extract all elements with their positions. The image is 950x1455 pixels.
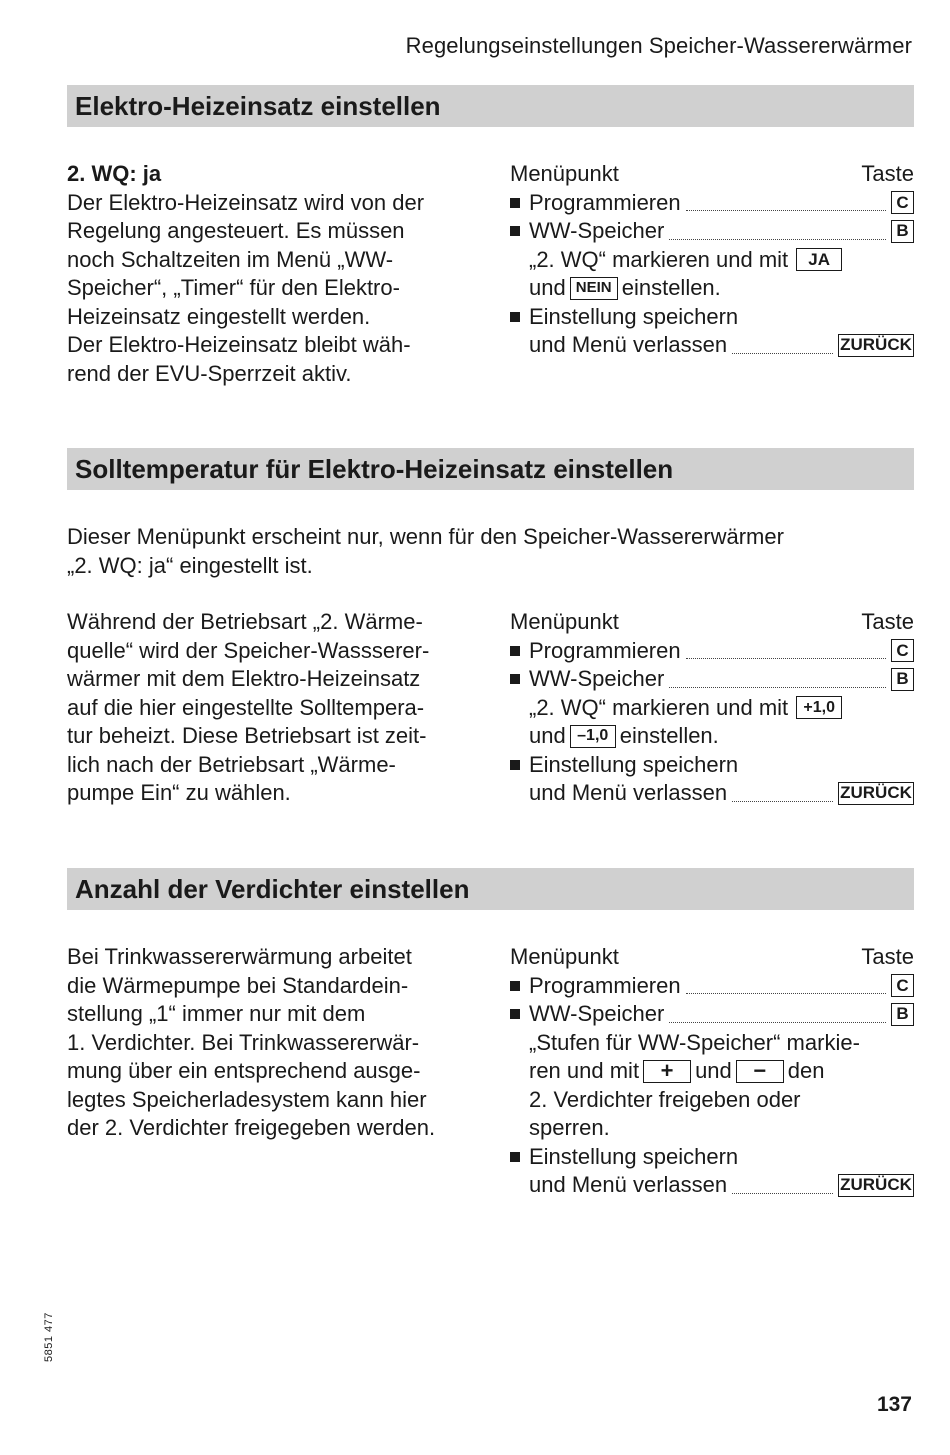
sec3-menu-steps	[510, 943, 914, 1200]
step-label: Einstellung speichern	[529, 751, 739, 777]
step-programmieren	[510, 972, 914, 1001]
text-line: Regelung angesteuert. Es müssen	[67, 218, 405, 243]
menu-column-heading: Menüpunkt	[510, 944, 619, 969]
key-nein: NEIN	[570, 277, 618, 300]
text-line: Speicher“, „Timer“ für den Elektro-	[67, 275, 400, 300]
sec2-intro	[67, 523, 914, 580]
step-label: „2. WQ“ markieren und mit	[529, 694, 789, 720]
step-sperren	[510, 1114, 914, 1143]
key-minus-one: –1,0	[570, 725, 616, 748]
menu-column-heading: Menüpunkt	[510, 609, 619, 634]
key-minus: −	[736, 1060, 784, 1083]
step-label: ren und mit	[529, 1058, 640, 1083]
menu-table-header	[510, 943, 914, 972]
menu-column-heading: Menüpunkt	[510, 161, 619, 186]
step-verlassen	[510, 331, 914, 360]
key-c: C	[891, 639, 914, 662]
key-column-heading: Taste	[861, 161, 914, 186]
step-speichern	[510, 303, 914, 332]
dot-leader	[669, 239, 886, 240]
key-column-heading: Taste	[861, 609, 914, 634]
section-title-solltemperatur: Solltemperatur für Elektro-Heizeinsatz einstellen	[67, 448, 914, 490]
page-number: 137	[876, 1393, 912, 1416]
step-ww-speicher	[510, 665, 914, 694]
text-line: Heizeinsatz eingestellt werden.	[67, 303, 371, 329]
document-code: 5851 477	[43, 1312, 55, 1362]
key-c: C	[891, 974, 914, 997]
sec1-subhead: 2. WQ: ja	[67, 161, 162, 186]
key-plus-one: +1,0	[796, 696, 842, 719]
text-line: lich nach der Betriebsart „Wärme-	[67, 751, 396, 777]
key-b: B	[891, 220, 914, 243]
text-line: legtes Speicherladesystem kann hier	[67, 1086, 427, 1112]
text-line: 1. Verdichter. Bei Trinkwassererwär-	[67, 1029, 420, 1055]
step-label: „Stufen für WW-Speicher“ markie-	[529, 1029, 860, 1055]
dot-leader	[732, 353, 833, 354]
sec3-description	[67, 943, 492, 1143]
key-zurueck: ZURÜCK	[838, 1174, 914, 1197]
step-speichern	[510, 751, 914, 780]
text-line: mung über ein entsprechend ausge-	[67, 1058, 421, 1083]
step-label: WW-Speicher	[529, 218, 665, 243]
text-line: „2. WQ: ja“ eingestellt ist.	[67, 552, 313, 578]
bullet-square-icon	[510, 760, 529, 770]
bullet-square-icon	[510, 1009, 529, 1019]
text-line: auf die hier eingestellte Solltempera-	[67, 694, 425, 720]
text-line: noch Schaltzeiten im Menü „WW-	[67, 246, 394, 272]
section-title-elektro-heizeinsatz: Elektro-Heizeinsatz einstellen	[67, 85, 914, 127]
step-label: „2. WQ“ markieren und mit	[529, 246, 789, 272]
key-zurueck: ZURÜCK	[838, 334, 914, 357]
key-zurueck: ZURÜCK	[838, 782, 914, 805]
menu-table-header	[510, 160, 914, 189]
step-label: einstellen.	[621, 275, 721, 300]
key-c: C	[891, 191, 914, 214]
dot-leader	[686, 210, 886, 211]
text-line: wärmer mit dem Elektro-Heizeinsatz	[67, 666, 421, 691]
bullet-square-icon	[510, 981, 529, 991]
step-speichern	[510, 1143, 914, 1172]
key-ja: JA	[796, 248, 842, 271]
step-label: WW-Speicher	[529, 666, 665, 691]
text-line: rend der EVU-Sperrzeit aktiv.	[67, 360, 352, 386]
text-line: tur beheizt. Diese Betriebsart ist zeit-	[67, 723, 427, 748]
dot-leader	[686, 658, 886, 659]
text-line: der 2. Verdichter freigegeben werden.	[67, 1115, 436, 1140]
step-programmieren	[510, 189, 914, 218]
step-label: und Menü verlassen	[529, 332, 728, 357]
dot-leader	[669, 687, 886, 688]
step-label: Programmieren	[529, 189, 681, 215]
step-label: Einstellung speichern	[529, 1143, 739, 1169]
step-label: Einstellung speichern	[529, 303, 739, 329]
step-label: Programmieren	[529, 637, 681, 663]
step-label: und	[529, 275, 566, 300]
bullet-square-icon	[510, 198, 529, 208]
step-label: und	[695, 1058, 732, 1083]
step-label: und Menü verlassen	[529, 780, 728, 805]
text-line: stellung „1“ immer nur mit dem	[67, 1001, 366, 1026]
key-b: B	[891, 1003, 914, 1026]
text-line: Bei Trinkwassererwärmung arbeitet	[67, 944, 412, 969]
step-label: sperren.	[529, 1115, 610, 1140]
step-einstellen	[510, 274, 914, 303]
step-label: 2. Verdichter freigeben oder	[529, 1086, 801, 1112]
step-einstellen	[510, 722, 914, 751]
dot-leader	[686, 993, 886, 994]
step-label: den	[787, 1058, 825, 1083]
dot-leader	[732, 801, 833, 802]
text-line: Während der Betriebsart „2. Wärme-	[67, 609, 423, 634]
key-b: B	[891, 668, 914, 691]
step-ww-speicher	[510, 1000, 914, 1029]
step-label: und	[529, 723, 566, 748]
step-programmieren	[510, 637, 914, 666]
bullet-square-icon	[510, 312, 529, 322]
bullet-square-icon	[510, 1152, 529, 1162]
sec1-description	[67, 160, 492, 388]
step-markieren	[510, 246, 914, 275]
sec2-description	[67, 608, 492, 808]
step-verlassen	[510, 1171, 914, 1200]
step-label: einstellen.	[619, 723, 719, 748]
step-markieren	[510, 694, 914, 723]
step-plus-minus	[510, 1057, 914, 1086]
text-line: Dieser Menüpunkt erscheint nur, wenn für den Speicher-Wassererwärmer	[67, 524, 784, 549]
bullet-square-icon	[510, 674, 529, 684]
dot-leader	[732, 1193, 833, 1194]
bullet-square-icon	[510, 646, 529, 656]
menu-table-header	[510, 608, 914, 637]
text-line: quelle“ wird der Speicher-Wassserer-	[67, 637, 430, 663]
sec2-menu-steps	[510, 608, 914, 808]
step-label: Programmieren	[529, 972, 681, 998]
step-label: WW-Speicher	[529, 1001, 665, 1026]
text-line: Der Elektro-Heizeinsatz bleibt wäh-	[67, 332, 411, 357]
key-column-heading: Taste	[861, 944, 914, 969]
step-freigeben	[510, 1086, 914, 1115]
text-line: die Wärmepumpe bei Standardein-	[67, 972, 409, 998]
key-plus: +	[643, 1060, 691, 1083]
step-verlassen	[510, 779, 914, 808]
dot-leader	[669, 1022, 886, 1023]
sec1-menu-steps	[510, 160, 914, 360]
running-header: Regelungseinstellungen Speicher-Wassererwärmer	[405, 33, 912, 58]
text-line: Der Elektro-Heizeinsatz wird von der	[67, 189, 425, 215]
step-label: und Menü verlassen	[529, 1172, 728, 1197]
bullet-square-icon	[510, 226, 529, 236]
section-title-verdichter: Anzahl der Verdichter einstellen	[67, 868, 914, 910]
text-line: pumpe Ein“ zu wählen.	[67, 780, 291, 805]
step-markieren	[510, 1029, 914, 1058]
step-ww-speicher	[510, 217, 914, 246]
